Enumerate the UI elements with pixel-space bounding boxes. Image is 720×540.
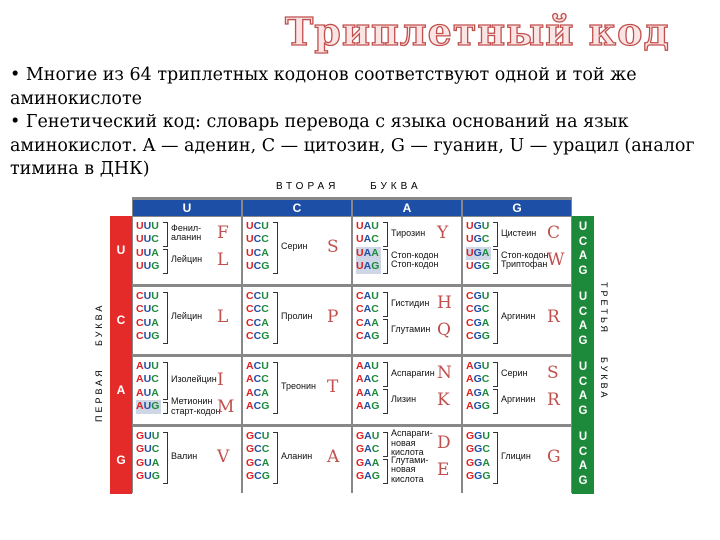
amino-acid-name: Глутамин	[391, 324, 431, 335]
third-letter-c: C	[578, 305, 588, 318]
second-letter-a: A	[353, 200, 461, 216]
amino-acid-name: Фенил- аланин	[171, 222, 202, 243]
codon-list	[356, 220, 381, 274]
codon: CCA	[246, 316, 269, 329]
codon: UCU	[246, 220, 269, 232]
codon: AAG	[356, 400, 380, 413]
codon-list	[246, 430, 270, 484]
codon: AGA	[466, 386, 490, 399]
amino-acid-letter: D	[437, 433, 451, 454]
amino-acid-letter: A	[327, 446, 340, 467]
codon-cell	[353, 357, 461, 424]
codon-cell	[463, 287, 571, 354]
codon-group-bracket	[383, 249, 388, 274]
amino-acid-letter: F	[217, 223, 229, 244]
codon: CCU	[246, 290, 269, 302]
amino-acid-name: Серин	[281, 241, 308, 252]
third-letter-a: A	[578, 250, 588, 262]
codon-cell	[353, 427, 461, 494]
amino-acid-name: Лейцин	[171, 254, 203, 265]
third-letter-c: C	[578, 445, 588, 458]
codon: UGU	[466, 220, 490, 232]
amino-acid-letter: S	[327, 236, 339, 257]
codon-group-bracket	[163, 362, 168, 400]
amino-acid-name: Глутами- новая кислота	[391, 454, 429, 484]
codon-cell	[133, 287, 241, 354]
codon: UUU	[136, 220, 159, 232]
third-letter-g: G	[578, 334, 588, 347]
amino-acid-letter: L	[217, 306, 229, 327]
amino-acid-name: Лизин	[391, 394, 417, 405]
amino-acid-name: Стоп-кодон Триптофан	[501, 249, 549, 270]
codon: GAG	[356, 470, 380, 483]
codon-group-bracket	[383, 222, 388, 247]
codon-group-bracket	[493, 292, 498, 344]
codon: ACU	[246, 360, 269, 372]
codon: GGA	[466, 456, 490, 469]
second-letter-g: G	[463, 200, 571, 216]
codon-list	[136, 360, 161, 414]
third-letter-label	[597, 282, 609, 412]
codon: CCG	[246, 330, 270, 343]
amino-acid-letter: N	[437, 363, 452, 384]
codon-group-bracket	[163, 432, 168, 484]
amino-acid-name: Аланин	[281, 451, 313, 462]
codon-cell	[463, 427, 571, 494]
codon-cell	[353, 217, 461, 284]
codon: UGG	[466, 260, 490, 273]
page-title: Триплетный код	[285, 9, 670, 54]
codon-group-bracket	[163, 402, 168, 413]
codon: GCC	[246, 443, 270, 456]
amino-acid-letter: M	[217, 396, 235, 417]
codon: UGC	[466, 233, 490, 246]
amino-acid-letter: W	[547, 250, 565, 271]
amino-acid-name: Серин	[501, 367, 528, 378]
third-letter-g: G	[578, 404, 588, 417]
amino-acid-name: Пролин	[281, 311, 313, 322]
codon-cell	[133, 217, 241, 284]
third-letter-a: A	[578, 320, 588, 332]
codon: UUG	[136, 260, 160, 273]
third-letter-u: U	[578, 221, 588, 233]
amino-acid-name: Гистидин	[391, 297, 430, 308]
codon-group-bracket	[273, 432, 278, 484]
codon: UCG	[246, 260, 270, 273]
codon-group-bracket	[273, 292, 278, 344]
amino-acid-name: Тирозин	[391, 227, 426, 238]
codon-cell	[243, 427, 351, 494]
amino-acid-name: Изолейцин	[171, 374, 217, 385]
amino-acid-letter: K	[437, 390, 450, 411]
codon: GCG	[246, 470, 270, 483]
codon: UCC	[246, 233, 269, 246]
amino-acid-letter: V	[217, 446, 230, 467]
header-word: БУКВА	[370, 181, 422, 192]
codon: UAC	[356, 233, 379, 246]
amino-acid-name: Аспараги- новая кислота	[391, 428, 433, 458]
codon-group-bracket	[163, 292, 168, 344]
third-letter-c: C	[578, 235, 588, 248]
codon-list	[356, 430, 380, 484]
codon: UAG	[356, 260, 380, 273]
codon: CGG	[466, 330, 490, 343]
codon-cell	[243, 217, 351, 284]
codon: ACA	[246, 386, 269, 399]
amino-acid-letter: L	[217, 250, 229, 271]
codon: ACC	[246, 373, 269, 386]
first-letter-g: G	[116, 453, 126, 467]
codon: GAU	[356, 430, 380, 442]
third-letter-g: G	[578, 474, 588, 487]
codon: CCC	[246, 303, 269, 316]
amino-acid-name: Метионин старт-кодон	[171, 396, 221, 416]
codon: UGA	[466, 246, 490, 259]
codon: CUA	[136, 316, 159, 329]
amino-acid-letter: P	[327, 306, 339, 327]
codon-group-bracket	[493, 389, 498, 414]
amino-acid-letter: R	[547, 390, 560, 411]
second-letter-header	[276, 181, 446, 192]
codon-group-bracket	[273, 222, 278, 274]
codon: GUC	[136, 443, 160, 456]
bullet-item: • Генетический код: словарь перевода с языка оснований на язык аминокислот. A — аденин, C — цитозин, G — гуанин, U — урацил (аналог тимина в ДНК)	[10, 112, 695, 179]
amino-acid-letter: Y	[437, 223, 449, 244]
label-word: БУКВА	[599, 356, 609, 400]
codon: UUC	[136, 233, 159, 246]
codon: GUG	[136, 470, 160, 483]
amino-acid-letter: I	[217, 370, 224, 391]
codon-list	[356, 290, 379, 344]
codon-list	[356, 360, 379, 414]
codon-group-bracket	[493, 222, 498, 247]
codon-group-bracket	[273, 362, 278, 414]
first-letter-a: A	[116, 383, 126, 397]
codon: CGU	[466, 290, 490, 302]
third-letter-a: A	[578, 390, 588, 402]
amino-acid-name: Треонин	[281, 381, 316, 392]
codon: CAG	[356, 330, 380, 343]
codon-list	[246, 290, 269, 344]
codon-group-bracket	[383, 319, 388, 344]
codon-cell	[353, 287, 461, 354]
codon: AAU	[356, 360, 379, 372]
codon: UAA	[356, 247, 381, 260]
amino-acid-letter: E	[437, 460, 450, 481]
codon-list	[136, 290, 159, 344]
codon: ACG	[246, 400, 270, 413]
codon: GCA	[246, 456, 270, 469]
codon: AGU	[466, 360, 490, 372]
codon-group-bracket	[383, 459, 388, 484]
codon: AGG	[466, 400, 490, 413]
codon-group-bracket	[383, 362, 388, 387]
amino-acid-letter: R	[547, 306, 560, 327]
amino-acid-name: Цистеин	[501, 227, 537, 238]
codon: AAC	[356, 373, 379, 386]
codon: CUG	[136, 330, 160, 343]
first-letter-u: U	[116, 243, 126, 257]
label-word: ПЕРВАЯ	[94, 367, 104, 422]
amino-acid-name: Глицин	[501, 451, 531, 462]
codon-list	[246, 220, 269, 274]
codon-group-bracket	[493, 362, 498, 387]
third-letter-g: G	[578, 264, 588, 277]
codon: CGA	[466, 316, 490, 329]
second-letter-c: C	[243, 200, 351, 216]
codon: UCA	[246, 246, 269, 259]
codon-list	[136, 220, 159, 274]
codon-group-bracket	[493, 432, 498, 484]
amino-acid-name: Аспарагин	[391, 367, 435, 378]
amino-acid-letter: T	[327, 376, 339, 397]
codon-group-bracket	[383, 432, 388, 457]
codon: GAC	[356, 443, 380, 456]
amino-acid-name: Аргинин	[501, 394, 536, 405]
codon-group-bracket	[163, 222, 168, 247]
codon-cell	[463, 357, 571, 424]
bullet-list	[10, 64, 710, 182]
codon-list	[466, 430, 491, 484]
codon-list	[466, 290, 490, 344]
codon: GAA	[356, 456, 380, 469]
codon: CAC	[356, 303, 379, 316]
codon: GGG	[466, 470, 491, 483]
amino-acid-name: Стоп-кодон Стоп-кодон	[391, 249, 439, 270]
amino-acid-name: Валин	[171, 451, 198, 462]
codon: CGC	[466, 303, 490, 316]
codon-list	[466, 360, 490, 414]
codon: AUA	[136, 386, 159, 399]
label-word: БУКВА	[94, 302, 104, 346]
amino-acid-letter: S	[547, 363, 559, 384]
codon-cell	[243, 357, 351, 424]
codon-group-bracket	[383, 389, 388, 414]
first-letter-label	[94, 292, 106, 422]
header-word: ВТОРАЯ	[276, 181, 340, 192]
codon: GGC	[466, 443, 490, 456]
amino-acid-letter: Q	[437, 320, 451, 341]
third-letter-a: A	[578, 460, 588, 472]
codon-cell	[463, 217, 571, 284]
codon: CUC	[136, 303, 159, 316]
codon: CUU	[136, 290, 159, 302]
codon: AGC	[466, 373, 490, 386]
codon: GCU	[246, 430, 270, 442]
codon: CAA	[356, 316, 379, 329]
codon: CAU	[356, 290, 379, 302]
codon: GUA	[136, 456, 160, 469]
codon-list	[466, 220, 491, 274]
codon-list	[246, 360, 269, 414]
codon: AUU	[136, 360, 159, 372]
amino-acid-letter: C	[547, 223, 561, 244]
amino-acid-letter: H	[437, 293, 452, 314]
codon-group-bracket	[493, 249, 498, 274]
codon: UAU	[356, 220, 379, 232]
third-letter-u: U	[578, 291, 588, 303]
second-letter-u: U	[133, 200, 241, 216]
first-letter-c: C	[116, 313, 126, 327]
codon-list	[136, 430, 160, 484]
third-letter-u: U	[578, 361, 588, 373]
codon: GGU	[466, 430, 490, 442]
codon: AUC	[136, 373, 159, 386]
third-letter-c: C	[578, 375, 588, 388]
label-word: ТРЕТЬЯ	[599, 282, 609, 336]
amino-acid-name: Лейцин	[171, 311, 203, 322]
amino-acid-letter: G	[547, 446, 561, 467]
codon-group-bracket	[163, 249, 168, 274]
codon-cell	[133, 427, 241, 494]
codon-cell	[133, 357, 241, 424]
codon: UUA	[136, 246, 159, 259]
codon-group-bracket	[383, 292, 388, 317]
codon: GUU	[136, 430, 160, 442]
third-letter-u: U	[578, 431, 588, 443]
codon-cell	[243, 287, 351, 354]
codon: AAA	[356, 386, 379, 399]
codon: AUG	[136, 400, 160, 413]
bullet-item: • Многие из 64 триплетных кодонов соответствуют одной и той же аминокислоте	[10, 65, 637, 109]
amino-acid-name: Аргинин	[501, 311, 536, 322]
